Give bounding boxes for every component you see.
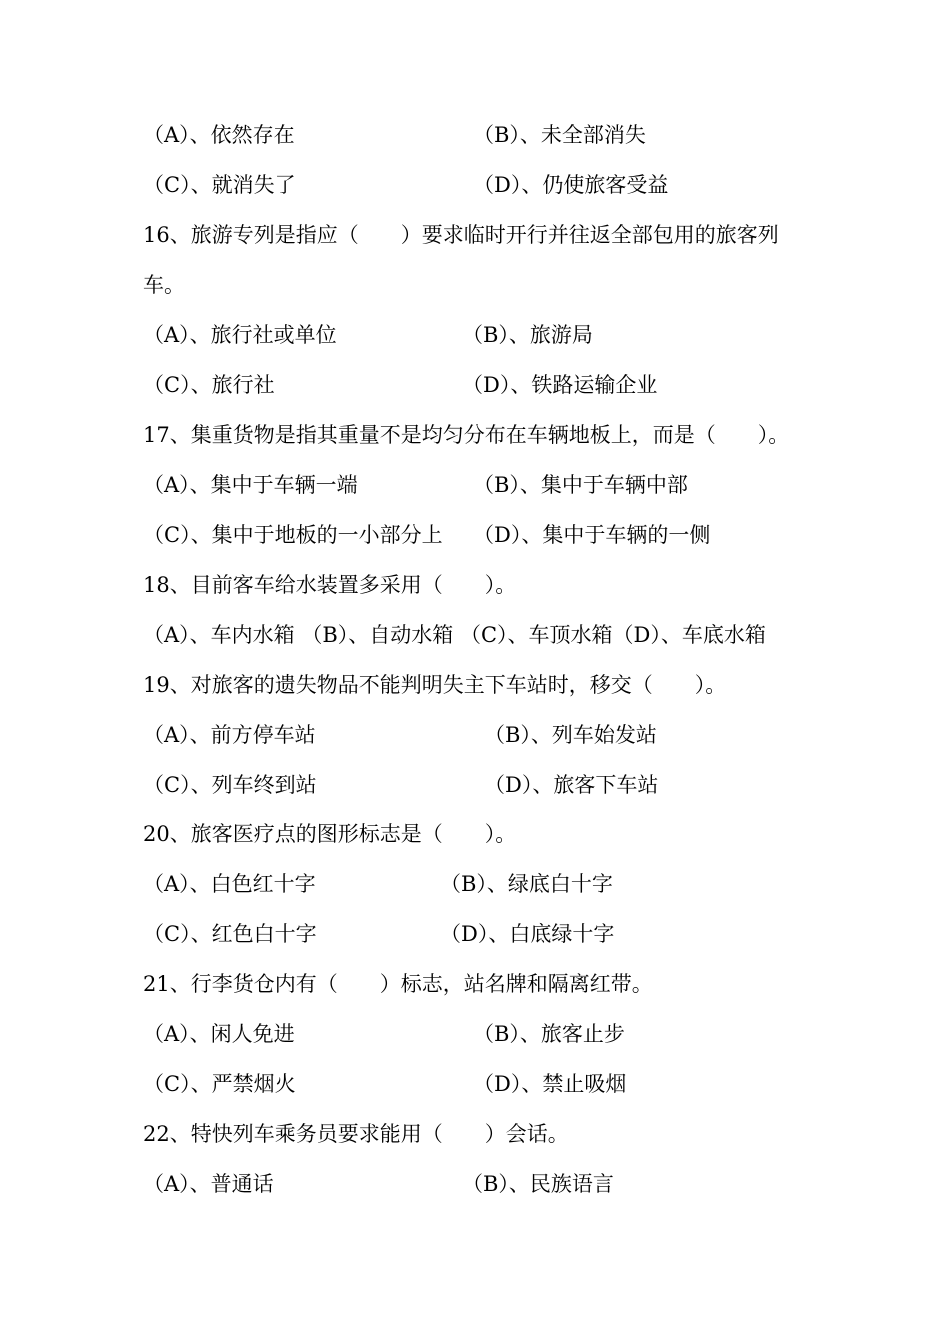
q21-option-b: （B）、旅客止步 [473,1022,625,1046]
q22-stem: 22、特快列车乘务员要求能用（ ）会话。 [143,1122,569,1146]
q20-option-c: （C）、红色白十字 [143,922,317,946]
q16-stem-continued: 车。 [143,273,185,297]
q18-options: （A）、车内水箱 （B）、自动水箱 （C）、车顶水箱（D）、车底水箱 [143,623,766,647]
q17-stem: 17、集重货物是指其重量不是均匀分布在车辆地板上，而是（ ）。 [143,423,790,447]
q17-option-b: （B）、集中于车辆中部 [473,473,688,497]
q20-stem: 20、旅客医疗点的图形标志是（ ）。 [143,822,517,846]
q21-option-a: （A）、闲人免进 [143,1022,295,1046]
q17-option-d: （D）、集中于车辆的一侧 [473,523,711,547]
q19-option-b: （B）、列车始发站 [484,723,657,747]
q15-option-d: （D）、仍使旅客受益 [473,173,669,197]
q21-stem: 21、行李货仓内有（ ）标志，站名牌和隔离红带。 [143,972,653,996]
q17-option-c: （C）、集中于地板的一小部分上 [143,523,443,547]
q16-option-c: （C）、旅行社 [143,373,275,397]
q22-option-a: （A）、普通话 [143,1172,274,1196]
q20-option-a: （A）、白色红十字 [143,872,316,896]
q16-option-b: （B）、旅游局 [462,323,593,347]
q16-option-a: （A）、旅行社或单位 [143,323,337,347]
q18-stem: 18、目前客车给水装置多采用（ ）。 [143,573,517,597]
q17-option-a: （A）、集中于车辆一端 [143,473,358,497]
q21-option-c: （C）、严禁烟火 [143,1072,296,1096]
q19-stem: 19、对旅客的遗失物品不能判明失主下车站时，移交（ ）。 [143,673,727,697]
q19-option-d: （D）、旅客下车站 [484,773,659,797]
q15-option-c: （C）、就消失了 [143,173,296,197]
q21-option-d: （D）、禁止吸烟 [473,1072,627,1096]
q19-option-c: （C）、列车终到站 [143,773,317,797]
q19-option-a: （A）、前方停车站 [143,723,316,747]
q20-option-d: （D）、白底绿十字 [440,922,615,946]
q22-option-b: （B）、民族语言 [462,1172,614,1196]
q16-option-d: （D）、铁路运输企业 [462,373,658,397]
q20-option-b: （B）、绿底白十字 [440,872,613,896]
q16-stem: 16、旅游专列是指应（ ）要求临时开行并往返全部包用的旅客列 [143,223,779,247]
q15-option-a: （A）、依然存在 [143,123,295,147]
q15-option-b: （B）、未全部消失 [473,123,646,147]
